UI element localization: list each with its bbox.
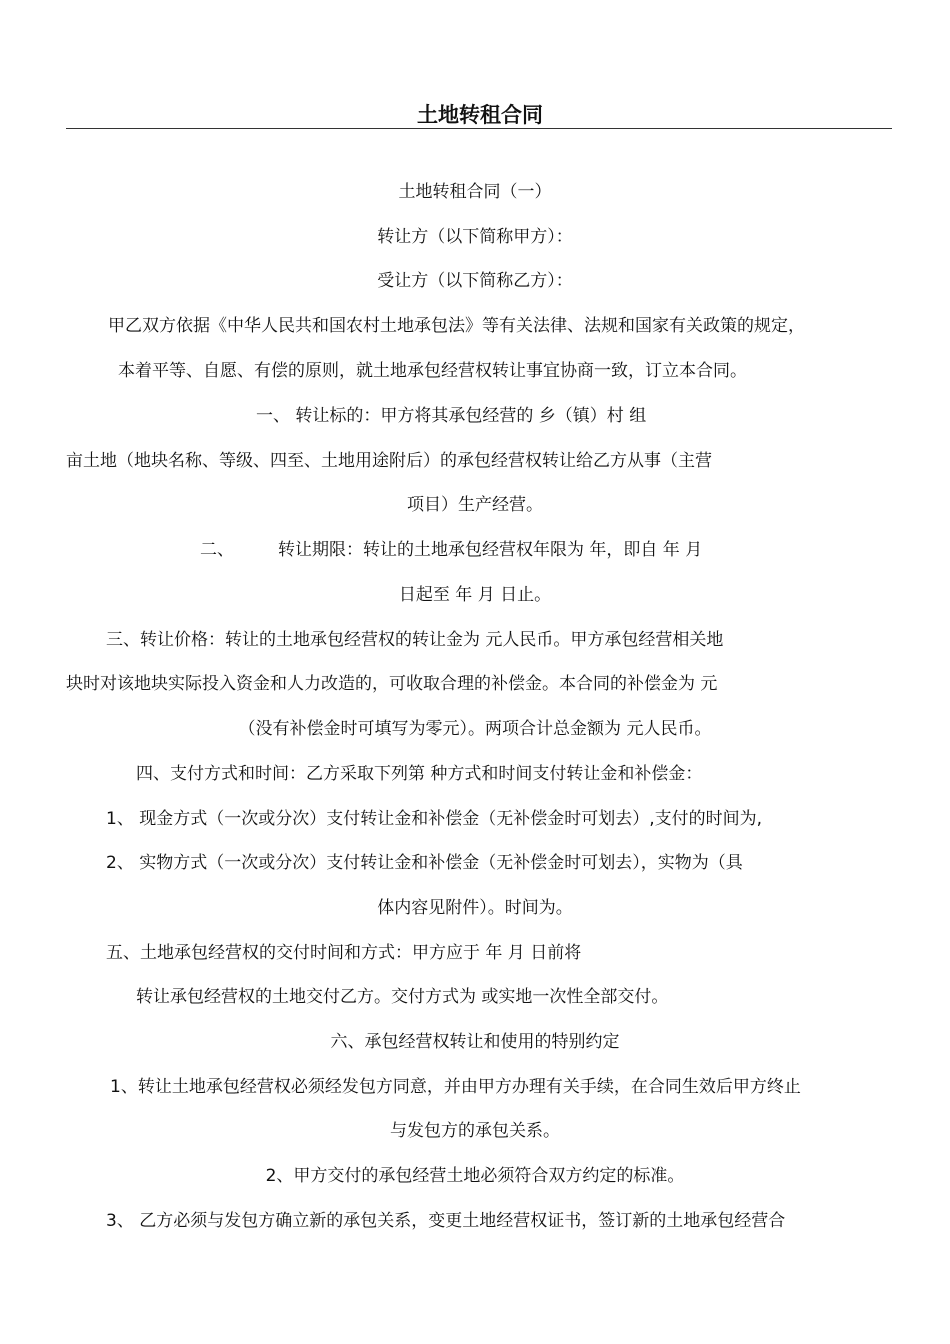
document-title: 土地转租合同 xyxy=(417,103,543,127)
clause-6-heading: 六、承包经营权转让和使用的特别约定 xyxy=(330,1032,620,1052)
clause-1-line-2: 亩土地（地块名称、等级、四至、土地用途附后）的承包经营权转让给乙方从事（主营 xyxy=(66,451,712,471)
preamble-line-1: 甲乙双方依据《中华人民共和国农村土地承包法》等有关法律、法规和国家有关政策的规定， xyxy=(108,316,805,336)
subtitle: 土地转租合同（一） xyxy=(398,182,552,202)
clause-5-line-2: 转让承包经营权的土地交付乙方。交付方式为 或实地一次性全部交付。 xyxy=(136,987,669,1007)
party-a-line: 转让方（以下简称甲方）： xyxy=(377,227,573,247)
clause-4-item-1: 1、 现金方式（一次或分次）支付转让金和补偿金（无补偿金时可划去）,支付的时间为, xyxy=(106,809,763,829)
clause-3-line-3: （没有补偿金时可填写为零元）。两项合计总金额为 元人民币。 xyxy=(238,719,712,739)
clause-1-line-1: 一、 转让标的：甲方将其承包经营的 乡（镇）村 组 xyxy=(256,406,647,426)
clause-6-item-2: 2、甲方交付的承包经营土地必须符合双方约定的标准。 xyxy=(265,1166,685,1186)
clause-6-item-1-line-2: 与发包方的承包关系。 xyxy=(390,1121,560,1141)
clause-4-line-1: 四、支付方式和时间：乙方采取下列第 种方式和时间支付转让金和补偿金： xyxy=(136,764,703,784)
party-b-line: 受让方（以下简称乙方）： xyxy=(377,271,573,291)
clause-4-item-2-line-1: 2、 实物方式（一次或分次）支付转让金和补偿金（无补偿金时可划去），实物为（具 xyxy=(106,853,743,873)
title-divider xyxy=(66,128,892,129)
clause-2-number: 二、 xyxy=(200,540,234,560)
clause-6-item-3: 3、 乙方必须与发包方确立新的承包关系，变更土地经营权证书，签订新的土地承包经营合 xyxy=(106,1211,786,1231)
clause-5-line-1: 五、土地承包经营权的交付时间和方式：甲方应于 年 月 日前将 xyxy=(106,943,582,963)
preamble-line-2: 本着平等、自愿、有偿的原则，就土地承包经营权转让事宜协商一致，订立本合同。 xyxy=(118,361,747,381)
clause-2-line-1: 转让期限：转让的土地承包经营权年限为 年，即自 年 月 xyxy=(278,540,703,560)
clause-4-item-2-line-2: 体内容见附件）。时间为。 xyxy=(377,898,573,918)
clause-2-line-2: 日起至 年 月 日止。 xyxy=(398,585,552,605)
clause-3-line-2: 块时对该地块实际投入资金和人力改造的，可收取合理的补偿金。本合同的补偿金为 元 xyxy=(66,674,718,694)
clause-3-line-1: 三、转让价格：转让的土地承包经营权的转让金为 元人民币。甲方承包经营相关地 xyxy=(106,630,724,650)
clause-1-line-3: 项目）生产经营。 xyxy=(407,495,543,515)
clause-6-item-1-line-1: 1、转让土地承包经营权必须经发包方同意，并由甲方办理有关手续，在合同生效后甲方终止 xyxy=(110,1077,801,1097)
